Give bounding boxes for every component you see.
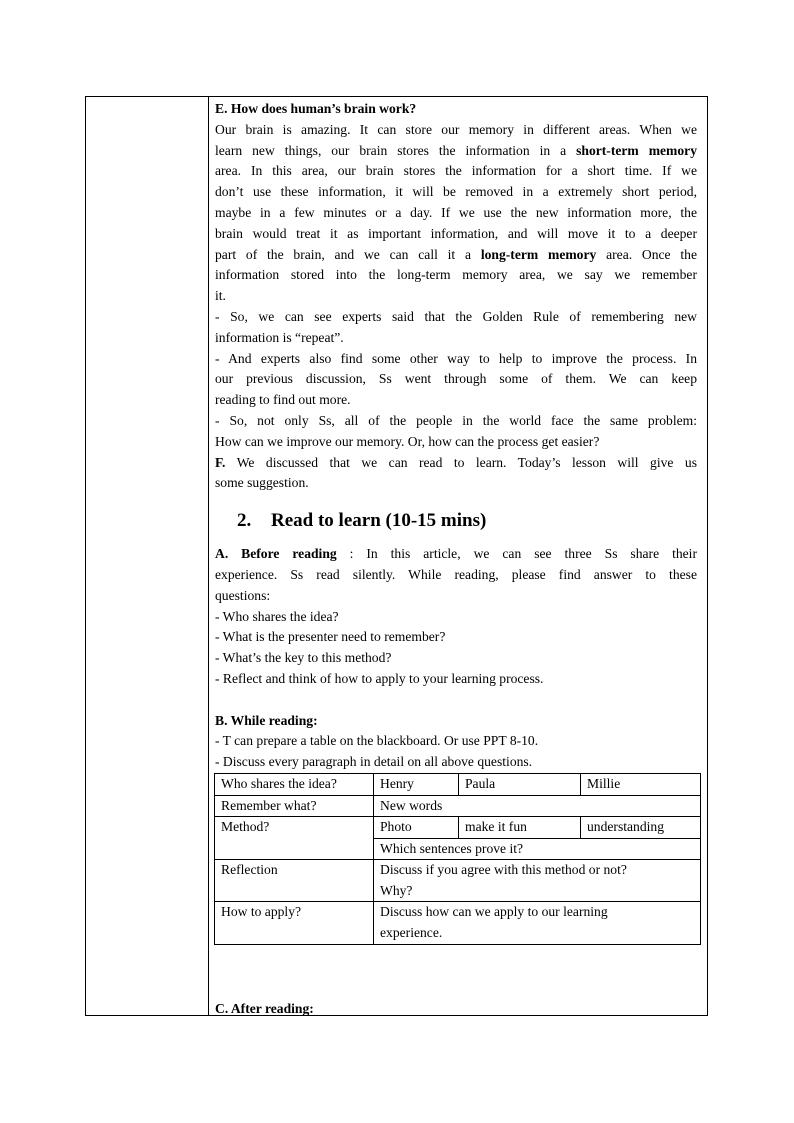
paragraph-line: reading to find out more. <box>215 392 351 408</box>
table-cell: Henry <box>374 773 459 795</box>
table-cell <box>374 902 701 944</box>
paragraph-line: maybe in a few minutes or a day. If we use the new information more, the <box>215 204 697 220</box>
paragraph-line: information stored into the long-term memory area, we say we remember <box>215 267 697 283</box>
table-cell: Who shares the idea? <box>215 773 374 795</box>
table-row <box>215 773 701 795</box>
paragraph-line: information is “repeat”. <box>215 329 344 345</box>
lesson-plan-table <box>85 96 708 1016</box>
cell-line: Discuss how can we apply to our learning <box>380 904 608 920</box>
table-cell: Reflection <box>215 860 374 902</box>
list-item: - Who shares the idea? <box>215 608 339 624</box>
paragraph-line: area. In this area, our brain stores the information for a short time. If we <box>215 163 697 179</box>
list-item: - T can prepare a table on the blackboard. Or use PPT 8-10. <box>215 733 539 749</box>
paragraph-line: it. <box>215 288 226 304</box>
section-2-heading: 2. Read to learn (10-15 mins) <box>237 510 487 532</box>
spacer <box>215 945 697 999</box>
table-cell: make it fun <box>459 817 581 839</box>
paragraph-line: brain would treat it as important information, and will move it to a deeper <box>215 225 697 241</box>
list-item: - Discuss every paragraph in detail on all above questions. <box>215 754 533 770</box>
spacer <box>215 690 697 711</box>
before-reading-line: experience. Ss read silently. While reading, please find answer to these <box>215 566 697 582</box>
section-f-line: F. We discussed that we can read to learn. Today’s lesson will give us <box>215 454 697 470</box>
table-row <box>215 860 701 902</box>
paragraph-line: part of the brain, and we can call it a long-term memory area. Once the <box>215 246 697 262</box>
table-cell: Remember what? <box>215 795 374 817</box>
table-cell: understanding <box>581 817 701 839</box>
table-cell: Photo <box>374 817 459 839</box>
reading-table <box>214 773 701 945</box>
table-row <box>215 902 701 944</box>
after-reading-heading: C. After reading: <box>215 1000 314 1016</box>
table-row <box>215 817 701 839</box>
section-f-line: some suggestion. <box>215 475 309 491</box>
before-reading-line: A. Before reading : In this article, we can see three Ss share their <box>215 546 697 562</box>
lesson-content <box>215 99 697 1019</box>
table-cell: Paula <box>459 773 581 795</box>
paragraph-line: - So, not only Ss, all of the people in the world face the same problem: <box>215 412 697 428</box>
cell-line: experience. <box>380 925 443 941</box>
list-item: - What is the presenter need to remember? <box>215 629 446 645</box>
paragraph-line: our previous discussion, Ss went through some of them. We can keep <box>215 371 697 387</box>
column-divider <box>208 97 209 1015</box>
paragraph-line: How can we improve our memory. Or, how can the process get easier? <box>215 433 600 449</box>
list-item: - Reflect and think of how to apply to your learning process. <box>215 670 544 686</box>
table-cell <box>374 860 701 902</box>
table-row <box>215 795 701 817</box>
table-cell: How to apply? <box>215 902 374 944</box>
cell-line: Why? <box>380 882 413 898</box>
paragraph-line: don’t use these information, it will be removed in a extremely short period, <box>215 184 697 200</box>
table-cell: Method? <box>215 817 374 860</box>
list-item: - What’s the key to this method? <box>215 650 392 666</box>
cell-line: Discuss if you agree with this method or not? <box>380 862 627 878</box>
paragraph-line: - And experts also find some other way to help to improve the process. In <box>215 350 697 366</box>
paragraph-line: - So, we can see experts said that the Golden Rule of remembering new <box>215 308 697 324</box>
before-reading-line: questions: <box>215 587 271 603</box>
table-cell: Which sentences prove it? <box>374 838 701 860</box>
table-cell: Millie <box>581 773 701 795</box>
while-reading-heading: B. While reading: <box>215 712 318 728</box>
table-cell: New words <box>374 795 701 817</box>
paragraph-line: learn new things, our brain stores the information in a short-term memory <box>215 142 698 158</box>
paragraph-line: Our brain is amazing. It can store our memory in different areas. When we <box>215 121 697 137</box>
section-e-heading: E. How does human’s brain work? <box>215 101 417 116</box>
